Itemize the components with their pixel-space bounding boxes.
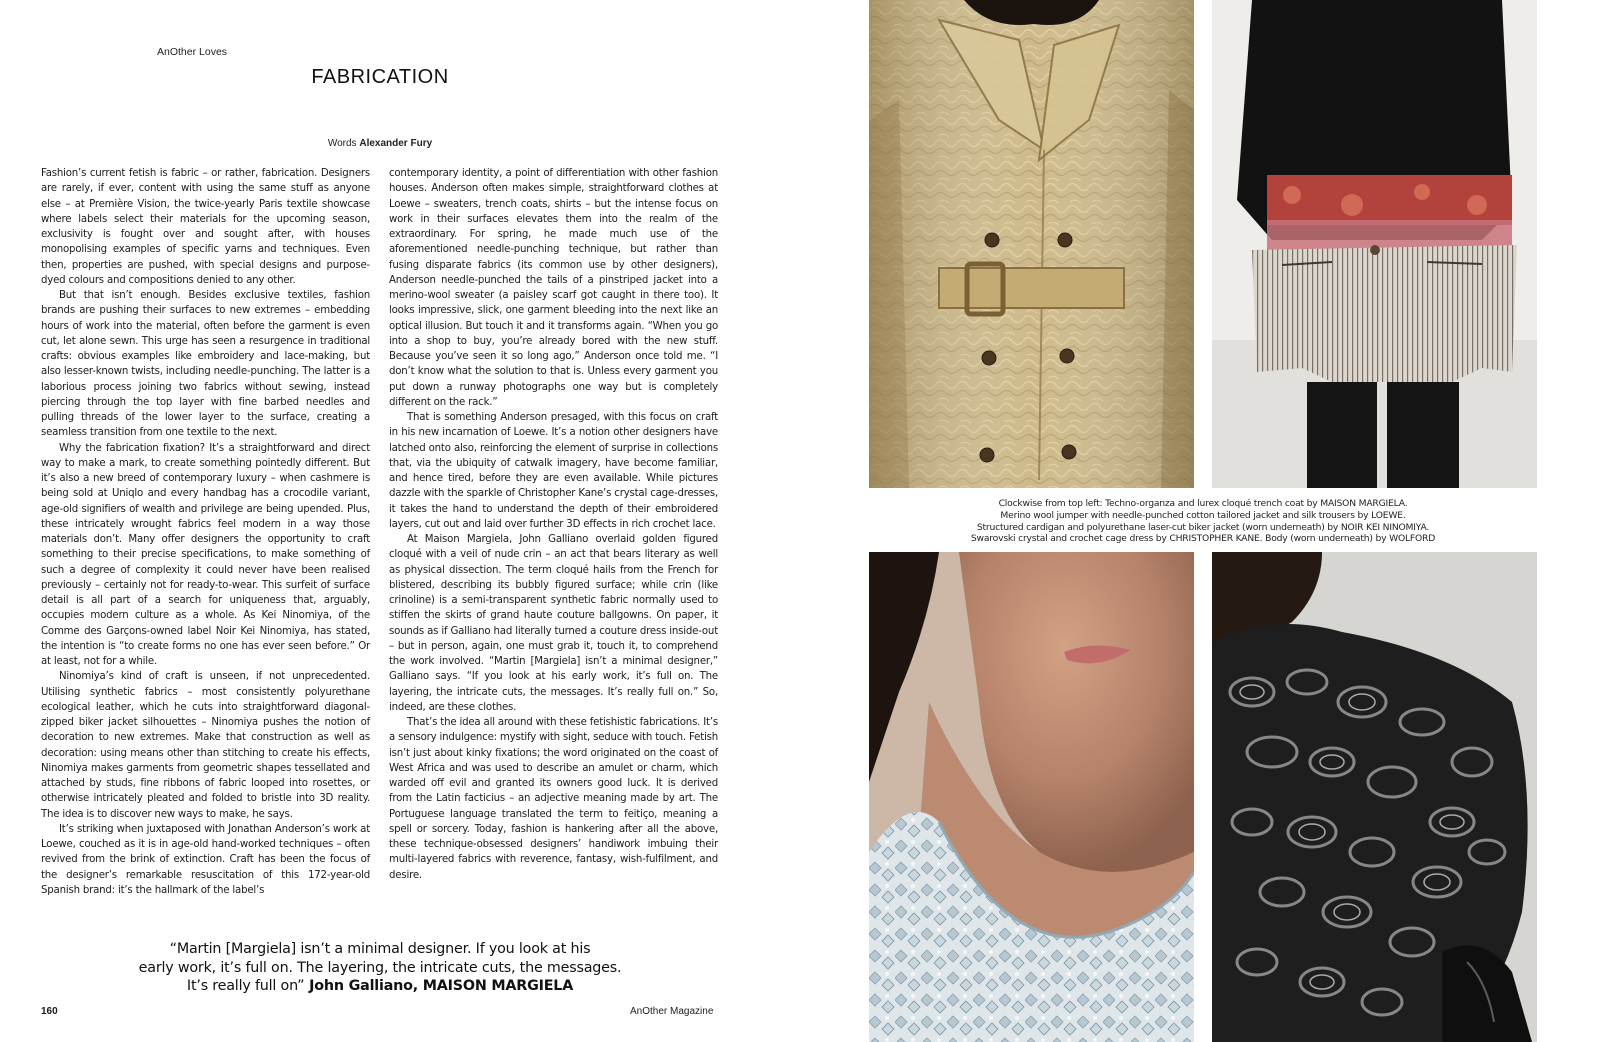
right-page (860, 0, 1600, 1042)
paragraph: Ninomiya’s kind of craft is unseen, if not unprecedented. Utilising synthetic fabrics – most consistently polyurethane ecological leather, which he cuts into straightforward diagonal-zipped biker jacket silhouettes – Ninomiya pushes the notion of decoration to new extremes. Make that construction as well as decoration: using means other than stitching to create his effects, Ninomiya makes garments from geometric shapes tessellated and attached by studs, fine ribbons of fabric looped into rosettes, or otherwise intricately pleated and folded to bristle into 3D reality. The idea is to discover new ways to make, he says. (41, 671, 370, 820)
article-title (0, 66, 760, 89)
photo-ninomiya-jacket (1212, 552, 1537, 1042)
photo-trench-coat (869, 0, 1194, 488)
article-column-2 (389, 166, 718, 883)
caption-line: Swarovski crystal and crochet cage dress by CHRISTOPHER KANE. Body (worn underneath) by WOLFORD (970, 533, 1436, 545)
byline-author: Alexander Fury (359, 138, 433, 149)
paragraph: But that isn’t enough. Besides exclusive textiles, fashion brands are pushing their surfaces to new extremes – embedding hours of work into the material, often before the garment is even cut, let alone sewn. This urge has seen a resurgence in traditional crafts: obvious examples like embroidery and lace-making, but also lesser-known twists, including needle-punching. The latter is a laborious process joining two fabrics without sewing, instead piercing through the top layer with fine barbed needles and pulling threads of the lower layer to the surface, creating a seamless transition from one textile to the next. (41, 290, 370, 439)
pull-quote-attribution: John Galliano, MAISON MARGIELA (304, 978, 574, 994)
photo-loewe-look (1212, 0, 1537, 488)
crystal-dress-illustration (869, 552, 1194, 1042)
page-number: 160 (41, 1006, 58, 1017)
caption-line: Clockwise from top left: Techno-organza and lurex cloqué trench coat by MAISON MARGIELA. (998, 498, 1408, 509)
article-title-text: FABRICATION (311, 66, 449, 88)
section-label: AnOther Loves (157, 46, 228, 58)
ninomiya-jacket-illustration (1212, 552, 1537, 1042)
pull-quote-line: “Martin [Margiela] isn’t a minimal designer. If you look at his (169, 941, 591, 957)
caption-line: Structured cardigan and polyurethane laser-cut biker jacket (worn underneath) by NOIR KEI NINOMIYA. (976, 521, 1430, 533)
paragraph: Fashion’s current fetish is fabric – or rather, fabrication. Designers are rarely, if ever, content with using the same stuff as anyone else – at Première Vision, the twice-yearly Paris textile showcase where labels select their materials for the upcoming season, exclusivity is fought over and sought after, with houses monopolising examples of specific yarns and techniques. Even then, properties are pushed, with special designs and purpose-dyed colours and compositions denied to any other. (41, 168, 370, 286)
byline (0, 138, 760, 149)
pull-quote-line: It’s really full on” (186, 978, 305, 994)
pull-quote-line: early work, it’s full on. The layering, the intricate cuts, the messages. (138, 959, 622, 976)
paragraph: That is something Anderson presaged, with this focus on craft in his new incarnation of Loewe. It’s a notion other designers have latched onto also, reinforcing the element of surprise in collections that, via the ubiquity of catwalk imagery, have become familiar, and hence tired, before they are even available. While pictures dazzle with the sparkle of Christopher Kane’s crystal cage-dresses, it takes the hand to understand the depth of their embroidered layers, cut out and laid over further 3D effects in rich crochet lace. (389, 412, 718, 530)
pull-quote-last-line (0, 977, 760, 996)
paragraph: That’s the idea all around with these fetishistic fabrications. It’s a sensory indulgence: mystify with sight, seduce with touch. Fetish isn’t just about kinky fixations; the word originated on the coast of West Africa and was used to describe an amulet or charm, which warded off evil and granted its owners good luck. It is derived from the Latin facticius – an adjective meaning made by art. The Portuguese language translated the term to feitiço, meaning a spell or sorcery. Today, fashion is hankering after all the above, these technique-obsessed designers’ handiwork imbuing their multi-layered fabrics with reverence, fantasy, wish-fulfilment, and desire. (389, 717, 718, 881)
article-column-1 (41, 166, 370, 898)
caption-line: Merino wool jumper with needle-punched cotton tailored jacket and silk trousers by LOEWE. (1000, 509, 1406, 521)
left-page (0, 0, 760, 1042)
photo-caption (869, 498, 1537, 545)
trench-coat-illustration (869, 0, 1194, 488)
photo-crystal-dress (869, 552, 1194, 1042)
paragraph: Why the fabrication fixation? It’s a straightforward and direct way to make a mark, to create something pointedly different. But it’s also a new breed of contemporary luxury – when cashmere is being sold at Uniqlo and every handbag has a crocodile variant, age-old signifiers of wealth and privilege are being upended. Plus, these intricately wrought fabrics feel modern in a way those materials don’t. Many offer designers the opportunity to craft something to their precise specifications, to make something of such a degree of complexity it could never have been realised previously – certainly not for ready-to-wear. This surfeit of surface detail is all part of a search for uniqueness that, arguably, occupies modern culture as a whole. As Kei Ninomiya, of the Comme des Garçons-owned label Noir Kei Ninomiya, has stated, the intention is “to create forms no one has ever seen before.” Or at least, not for a while. (41, 442, 370, 667)
pull-quote (0, 940, 760, 996)
byline-prefix: Words (327, 138, 360, 149)
paragraph: At Maison Margiela, John Galliano overlaid golden figured cloqué with a veil of nude crin – an act that bears literary as well as physical dissection. The term cloqué hails from the French for blistered, describing its bubbly figured surface; while crin (like crinoline) is a semi-transparent synthetic fabric normally used to stiffen the skirts of grand haute couture ballgowns. On paper, it sounds as if Galliano had literally turned a couture dress inside-out – but in person, again, one must grab it, touch it, to comprehend the work involved. “Martin [Margiela] isn’t a minimal designer,” Galliano says. “If you look at his early work, it’s full on. The layering, the intricate cuts, the messages. It’s really full on.” So, indeed, are these clothes. (389, 534, 718, 713)
magazine-name: AnOther Magazine (630, 1006, 714, 1017)
paragraph: contemporary identity, a point of differentiation with other fashion houses. Anderson often makes simple, straightforward clothes at Loewe – sweaters, trench coats, shirts – but the intense focus on work in their surfaces elevates them into the realm of the extraordinary. For spring, he made much use of the aforementioned needle-punching technique, but rather than fusing disparate fabrics (its common use by other designers), Anderson needle-punched the tails of a pinstriped jacket into a merino-wool sweater (a paisley scarf got caught in there too). It looks impressive, slick, one garment bleeding into the next like an optical illusion. But touch it and it transforms again. “When you go into a shop to buy, you’re already bored with the new stuff. Because you’ve seen it so long ago,” Anderson once told me. “I don’t know what the solution to that is. Unless every garment you put down a runway photographs one way but is completely different on the rack.” (389, 168, 718, 408)
paragraph: It’s striking when juxtaposed with Jonathan Anderson’s work at Loewe, couched as it is in age-old hand-worked techniques – often revived from the brink of extinction. Craft has been the focus of the designer’s remarkable resuscitation of this 172-year-old Spanish brand: it’s the hallmark of the label’s (41, 823, 370, 896)
loewe-look-illustration (1212, 0, 1537, 488)
